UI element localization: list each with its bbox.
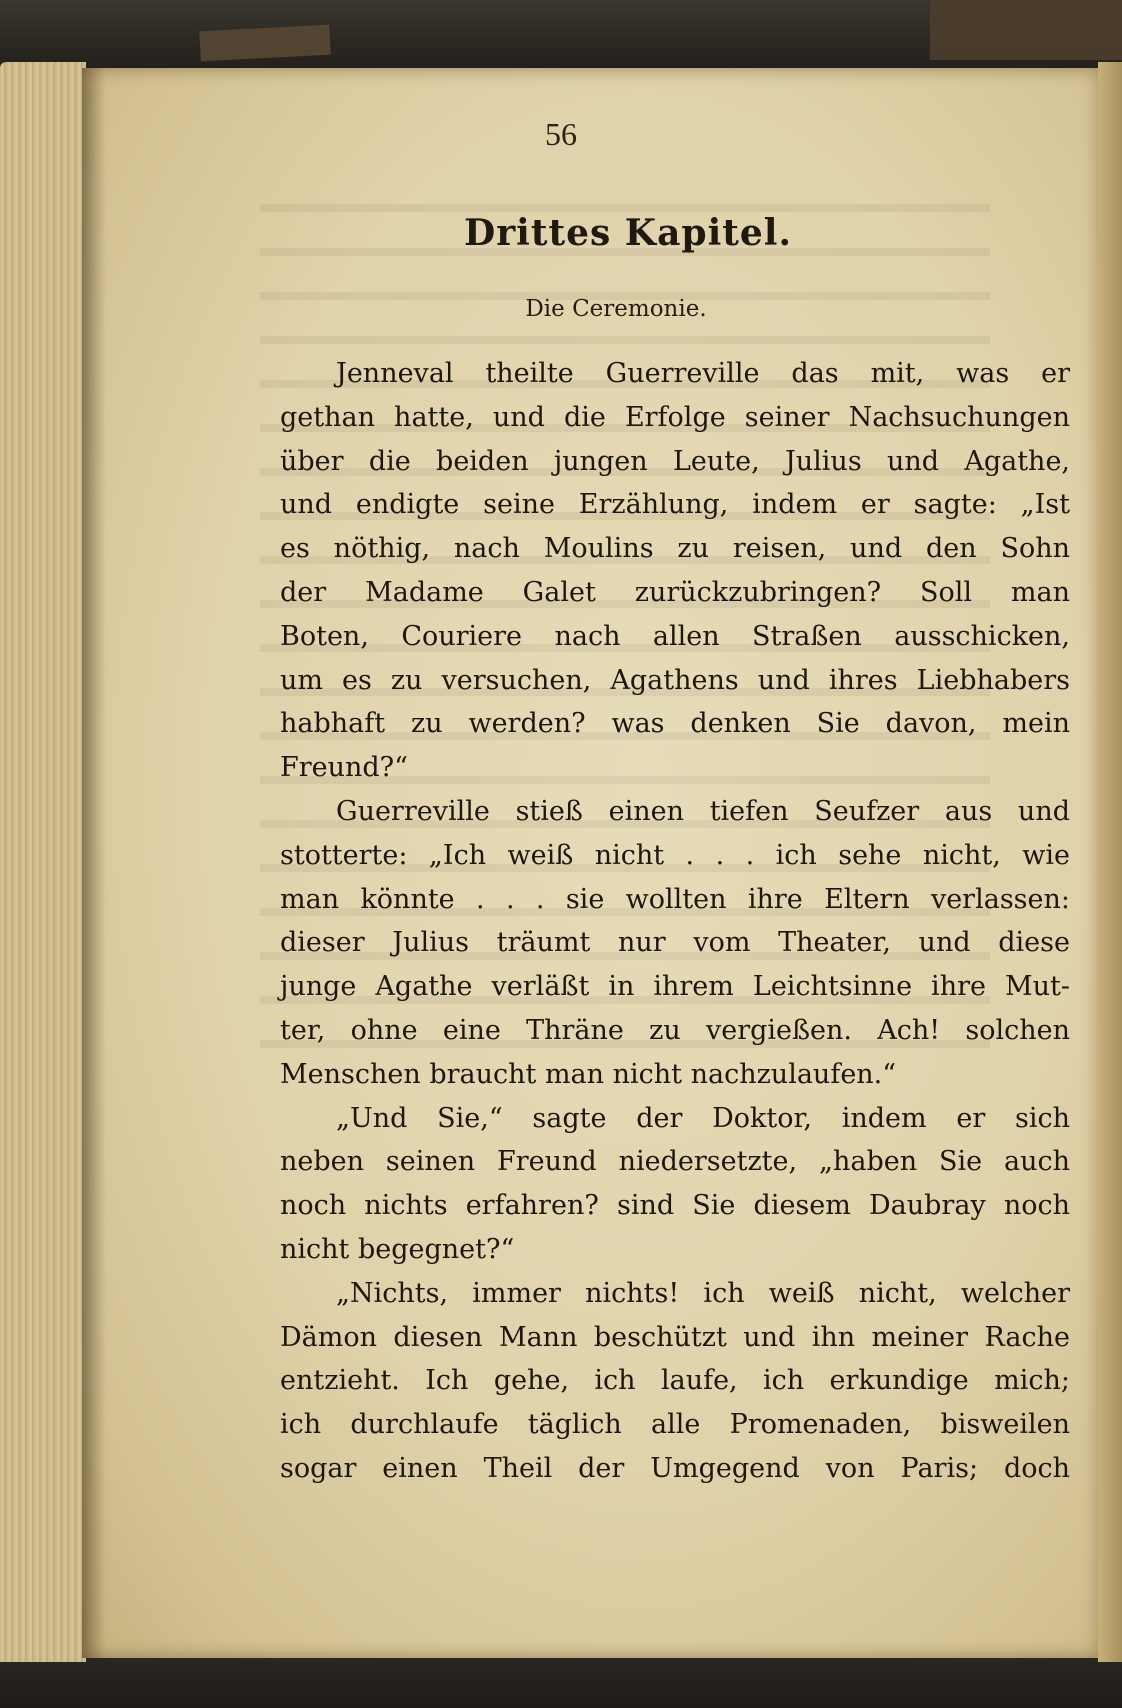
text-line: dieser Julius träumt nur vom Theater, und diese <box>280 927 1070 959</box>
text-line: neben seinen Freund niedersetzte, „haben Sie auch <box>280 1146 1070 1178</box>
text-line: stotterte: „Ich weiß nicht . . . ich sehe nicht, wie <box>280 839 1070 871</box>
text-line: um es zu versuchen, Agathens und ihres Liebhabers <box>280 664 1070 696</box>
text-line: Guerreville stieß einen tiefen Seufzer aus und <box>336 795 1070 827</box>
text-line: der Madame Galet zurückzubringen? Soll man <box>280 576 1070 608</box>
text-line: habhaft zu werden? was denken Sie davon, mein <box>280 708 1070 740</box>
page-number: 56 <box>545 116 577 152</box>
text-line: ich durchlaufe täglich alle Promenaden, bisweilen <box>280 1409 1070 1441</box>
text-line: über die beiden jungen Leute, Julius und Agathe, <box>280 445 1070 477</box>
text-line: noch nichts erfahren? sind Sie diesem Daubray noch <box>280 1190 1070 1222</box>
text-line: Menschen braucht man nicht nachzulaufen.“ <box>280 1058 897 1090</box>
text-line: Freund?“ <box>280 752 408 784</box>
text-line: ter, ohne eine Thräne zu vergießen. Ach! solchen <box>280 1014 1070 1046</box>
text-line: „Nichts, immer nichts! ich weiß nicht, welcher <box>336 1277 1070 1309</box>
text-line: Boten, Couriere nach allen Straßen ausschicken, <box>280 620 1070 652</box>
chapter-subtitle: Die Ceremonie. <box>525 296 707 322</box>
text-line: entzieht. Ich gehe, ich laufe, ich erkundige mich; <box>280 1365 1070 1397</box>
text-line: und endigte seine Erzählung, indem er sagte: „Ist <box>280 489 1070 521</box>
text-line: Dämon diesen Mann beschützt und ihn meiner Rache <box>280 1321 1070 1353</box>
binding-tape <box>199 25 330 62</box>
text-line: Jenneval theilte Guerreville das mit, was er <box>336 358 1070 389</box>
text-line: gethan hatte, und die Erfolge seiner Nachsuchungen <box>280 401 1070 433</box>
binding-corner <box>930 0 1122 60</box>
text-line: junge Agathe verläßt in ihrem Leichtsinne ihre Mut- <box>280 971 1070 1003</box>
text-line: „Und Sie,“ sagte der Doktor, indem er sich <box>336 1102 1070 1134</box>
chapter-title: Drittes Kapitel. <box>463 212 793 254</box>
text-line: sogar einen Theil der Umgegend von Paris; doch <box>280 1452 1070 1484</box>
text-line: man könnte . . . sie wollten ihre Eltern verlassen: <box>280 883 1070 915</box>
body-text <box>280 352 1070 1491</box>
text-line: es nöthig, nach Moulins zu reisen, und den Sohn <box>280 533 1070 565</box>
text-line: nicht begegnet?“ <box>280 1233 515 1265</box>
